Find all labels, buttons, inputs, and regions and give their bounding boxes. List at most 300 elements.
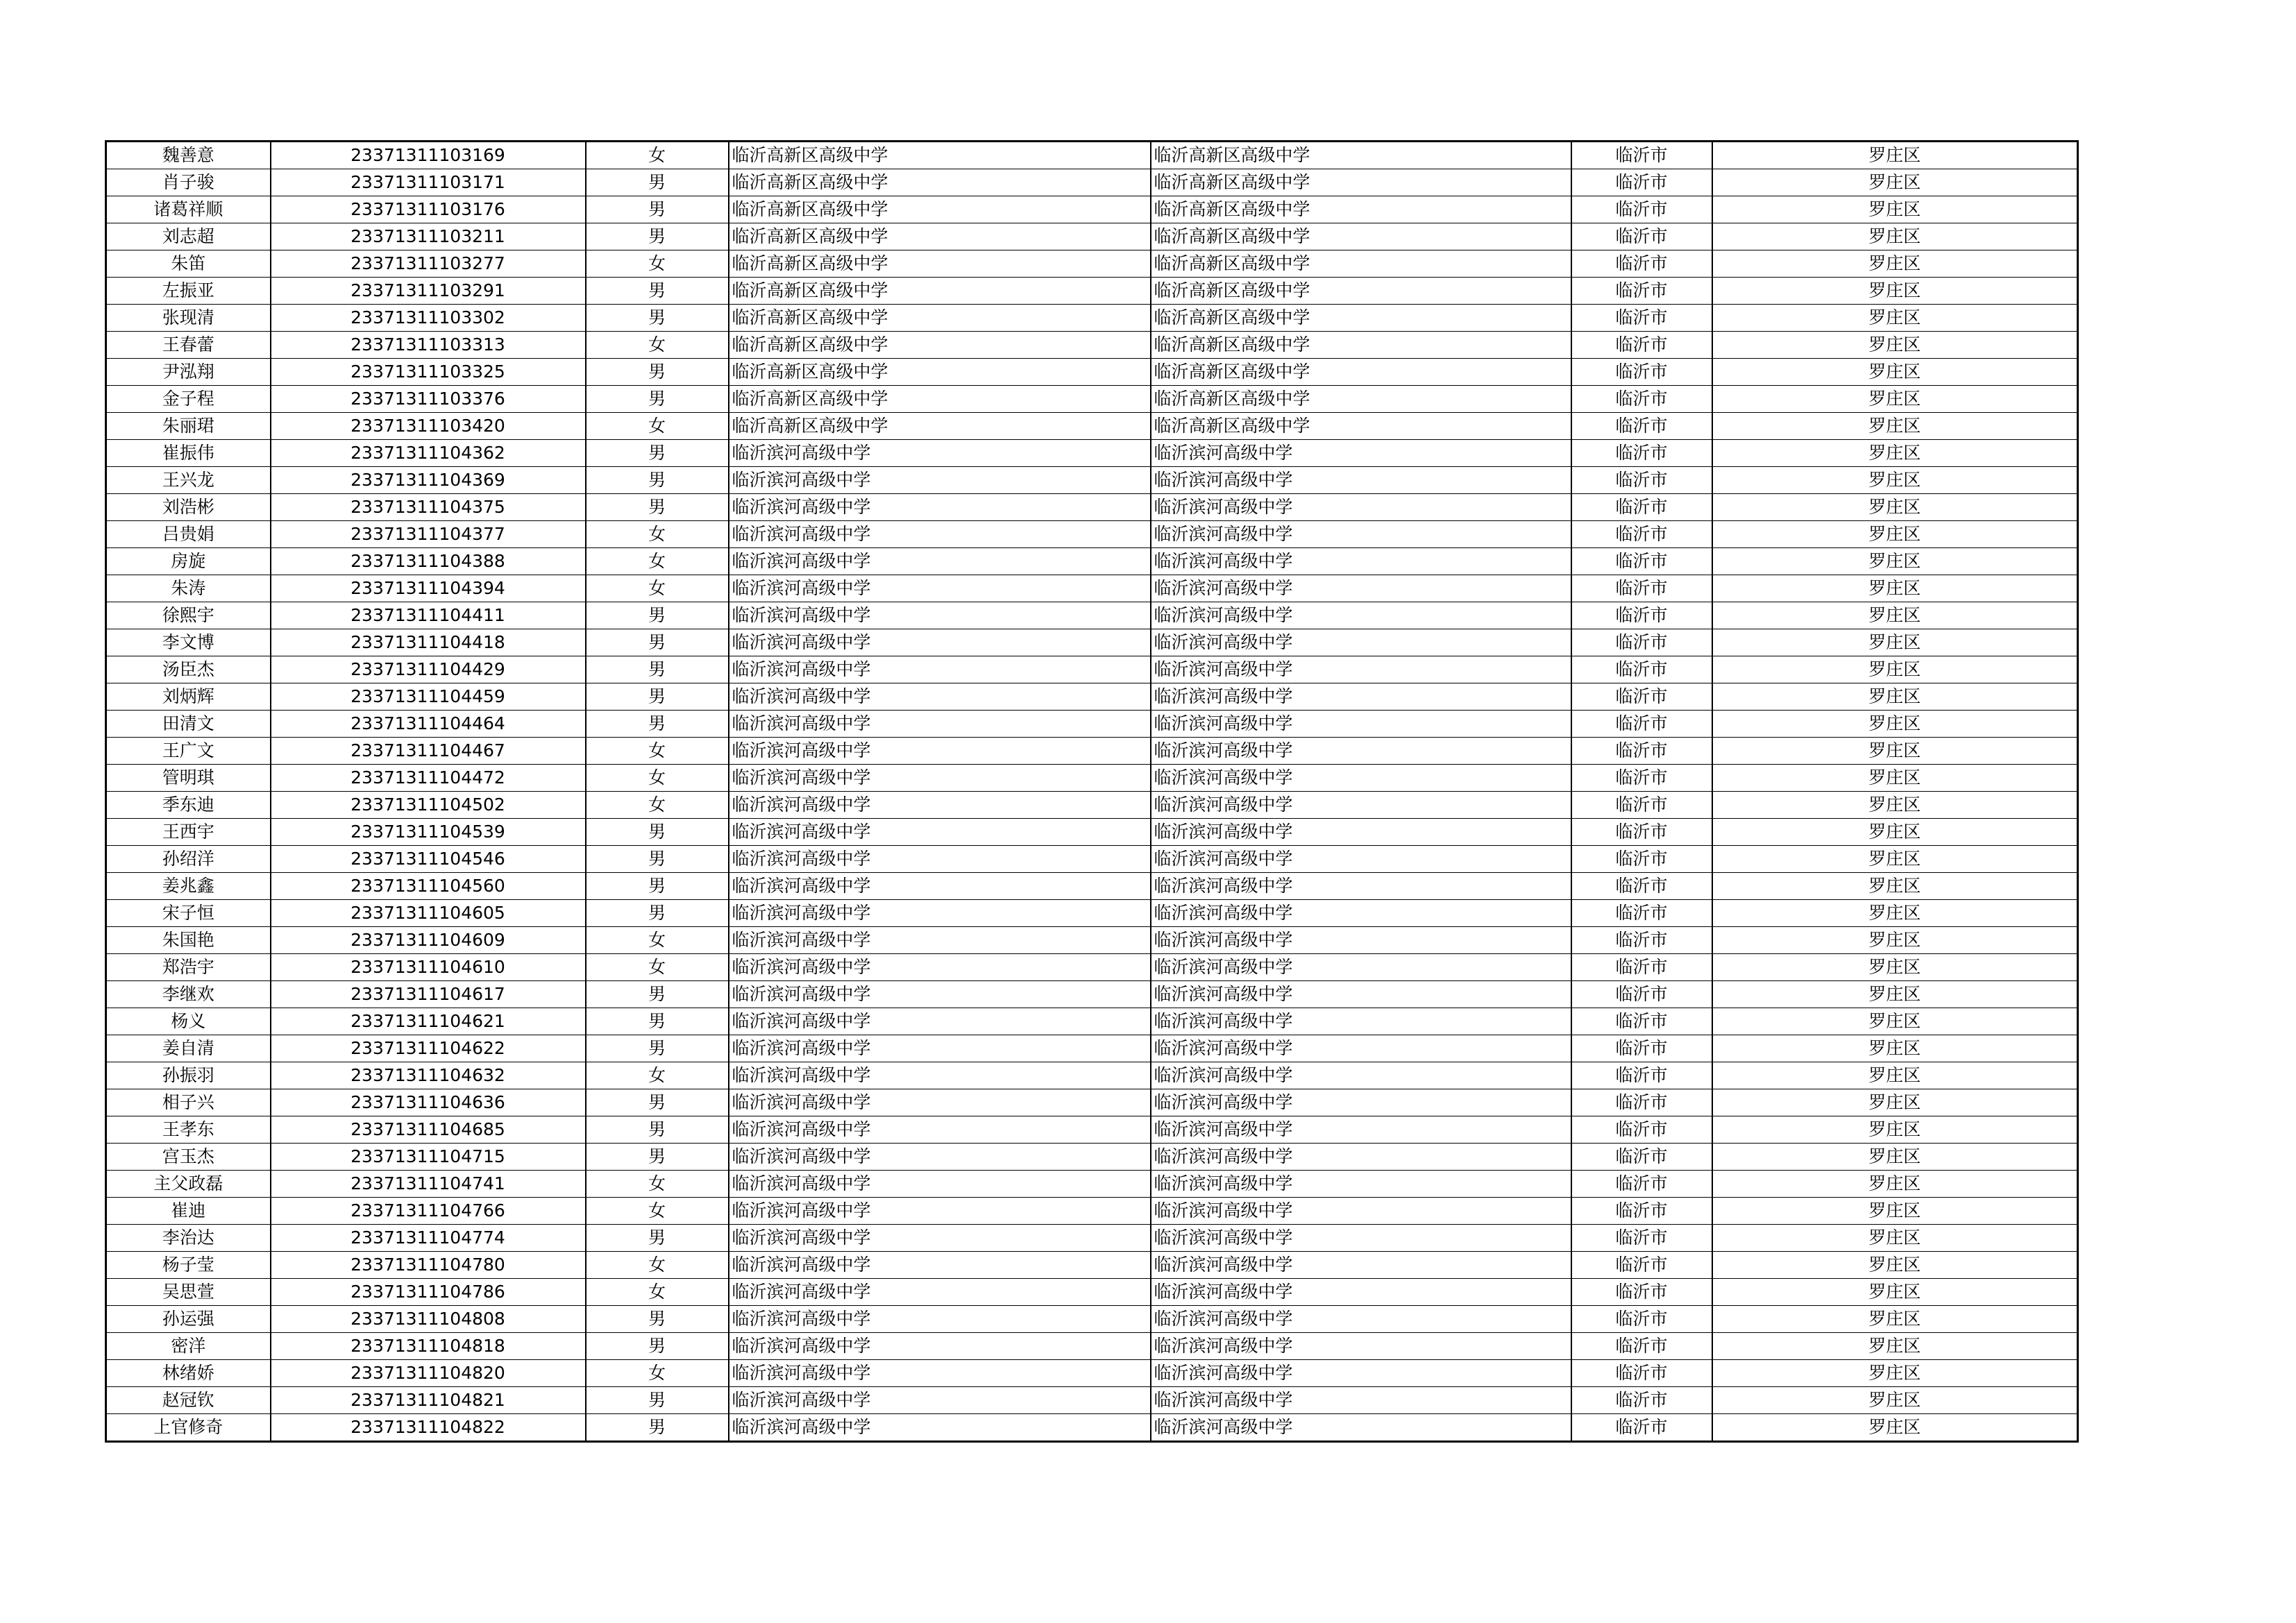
gender-cell: 男 [586,656,729,683]
district-cell: 罗庄区 [1712,1279,2078,1306]
district-cell: 罗庄区 [1712,1035,2078,1062]
table-row [106,142,2078,169]
district-cell: 罗庄区 [1712,1089,2078,1116]
enrolled-school-cell: 临沂高新区高级中学 [1151,278,1571,305]
district-cell: 罗庄区 [1712,413,2078,440]
gender-cell: 女 [586,575,729,602]
city-cell: 临沂市 [1571,1333,1712,1360]
gender-cell: 女 [586,1360,729,1387]
student-name-cell: 孙运强 [106,1306,271,1333]
gender-cell: 女 [586,1252,729,1279]
student-name-cell: 林绪娇 [106,1360,271,1387]
gender-cell: 女 [586,413,729,440]
table-row [106,1333,2078,1360]
student-name-cell: 姜自清 [106,1035,271,1062]
enrolled-school-cell: 临沂滨河高级中学 [1151,900,1571,927]
city-cell: 临沂市 [1571,142,1712,169]
table-row [106,413,2078,440]
student-name-cell: 主父政磊 [106,1171,271,1198]
student-name-cell: 金子程 [106,386,271,413]
table-row [106,548,2078,575]
gender-cell: 男 [586,169,729,196]
district-cell: 罗庄区 [1712,819,2078,846]
school-cell: 临沂滨河高级中学 [729,575,1151,602]
student-name-cell: 杨义 [106,1008,271,1035]
district-cell: 罗庄区 [1712,278,2078,305]
table-row [106,1279,2078,1306]
school-cell: 临沂滨河高级中学 [729,656,1151,683]
exam-id-cell: 23371311103211 [271,223,586,250]
city-cell: 临沂市 [1571,386,1712,413]
exam-id-cell: 23371311103376 [271,386,586,413]
student-name-cell: 徐熙宇 [106,602,271,629]
city-cell: 临沂市 [1571,196,1712,223]
school-cell: 临沂滨河高级中学 [729,1198,1151,1225]
student-name-cell: 孙绍洋 [106,846,271,873]
district-cell: 罗庄区 [1712,1306,2078,1333]
city-cell: 临沂市 [1571,683,1712,711]
city-cell: 临沂市 [1571,332,1712,359]
student-name-cell: 宋子恒 [106,900,271,927]
table-row [106,981,2078,1008]
school-cell: 临沂滨河高级中学 [729,440,1151,467]
gender-cell: 女 [586,332,729,359]
table-row [106,1171,2078,1198]
gender-cell: 男 [586,1414,729,1442]
school-cell: 临沂高新区高级中学 [729,332,1151,359]
school-cell: 临沂滨河高级中学 [729,765,1151,792]
district-cell: 罗庄区 [1712,683,2078,711]
district-cell: 罗庄区 [1712,196,2078,223]
exam-id-cell: 23371311104821 [271,1387,586,1414]
gender-cell: 男 [586,359,729,386]
exam-id-cell: 23371311104808 [271,1306,586,1333]
student-name-cell: 刘浩彬 [106,494,271,521]
school-cell: 临沂滨河高级中学 [729,1035,1151,1062]
enrolled-school-cell: 临沂滨河高级中学 [1151,467,1571,494]
gender-cell: 男 [586,846,729,873]
gender-cell: 男 [586,223,729,250]
student-name-cell: 尹泓翔 [106,359,271,386]
exam-id-cell: 23371311104622 [271,1035,586,1062]
table-row [106,1116,2078,1144]
school-cell: 临沂高新区高级中学 [729,278,1151,305]
enrolled-school-cell: 临沂滨河高级中学 [1151,738,1571,765]
exam-id-cell: 23371311104418 [271,629,586,656]
table-row [106,440,2078,467]
table-row [106,359,2078,386]
table-row [106,792,2078,819]
school-cell: 临沂滨河高级中学 [729,548,1151,575]
city-cell: 临沂市 [1571,656,1712,683]
city-cell: 临沂市 [1571,1252,1712,1279]
student-name-cell: 诸葛祥顺 [106,196,271,223]
school-cell: 临沂滨河高级中学 [729,1089,1151,1116]
exam-id-cell: 23371311104429 [271,656,586,683]
exam-id-cell: 23371311104715 [271,1144,586,1171]
enrolled-school-cell: 临沂滨河高级中学 [1151,1171,1571,1198]
student-name-cell: 李治达 [106,1225,271,1252]
enrolled-school-cell: 临沂滨河高级中学 [1151,1252,1571,1279]
city-cell: 临沂市 [1571,765,1712,792]
exam-id-cell: 23371311104774 [271,1225,586,1252]
exam-id-cell: 23371311104617 [271,981,586,1008]
city-cell: 临沂市 [1571,575,1712,602]
city-cell: 临沂市 [1571,521,1712,548]
exam-id-cell: 23371311103176 [271,196,586,223]
city-cell: 临沂市 [1571,359,1712,386]
exam-id-cell: 23371311104394 [271,575,586,602]
school-cell: 临沂高新区高级中学 [729,250,1151,278]
school-cell: 临沂滨河高级中学 [729,846,1151,873]
table-row [106,169,2078,196]
table-row [106,900,2078,927]
enrolled-school-cell: 临沂高新区高级中学 [1151,196,1571,223]
enrolled-school-cell: 临沂滨河高级中学 [1151,1116,1571,1144]
district-cell: 罗庄区 [1712,711,2078,738]
gender-cell: 男 [586,278,729,305]
student-name-cell: 魏善意 [106,142,271,169]
school-cell: 临沂滨河高级中学 [729,1008,1151,1035]
district-cell: 罗庄区 [1712,1171,2078,1198]
school-cell: 临沂滨河高级中学 [729,1171,1151,1198]
student-name-cell: 赵冠钦 [106,1387,271,1414]
city-cell: 临沂市 [1571,1062,1712,1089]
school-cell: 临沂高新区高级中学 [729,386,1151,413]
student-name-cell: 吴思萱 [106,1279,271,1306]
student-name-cell: 崔迪 [106,1198,271,1225]
district-cell: 罗庄区 [1712,765,2078,792]
school-cell: 临沂滨河高级中学 [729,711,1151,738]
enrolled-school-cell: 临沂滨河高级中学 [1151,1225,1571,1252]
student-name-cell: 崔振伟 [106,440,271,467]
student-name-cell: 刘志超 [106,223,271,250]
city-cell: 临沂市 [1571,1360,1712,1387]
student-name-cell: 杨子莹 [106,1252,271,1279]
exam-id-cell: 23371311104605 [271,900,586,927]
school-cell: 临沂滨河高级中学 [729,629,1151,656]
district-cell: 罗庄区 [1712,981,2078,1008]
table-row [106,196,2078,223]
exam-id-cell: 23371311104780 [271,1252,586,1279]
table-row [106,250,2078,278]
city-cell: 临沂市 [1571,1008,1712,1035]
enrolled-school-cell: 临沂滨河高级中学 [1151,656,1571,683]
gender-cell: 男 [586,981,729,1008]
enrolled-school-cell: 临沂滨河高级中学 [1151,1144,1571,1171]
table-row [106,1360,2078,1387]
table-row [106,1144,2078,1171]
city-cell: 临沂市 [1571,1387,1712,1414]
gender-cell: 男 [586,305,729,332]
student-name-cell: 王广文 [106,738,271,765]
enrolled-school-cell: 临沂滨河高级中学 [1151,954,1571,981]
enrolled-school-cell: 临沂滨河高级中学 [1151,792,1571,819]
table-row [106,602,2078,629]
exam-id-cell: 23371311104464 [271,711,586,738]
exam-id-cell: 23371311103277 [271,250,586,278]
exam-id-cell: 23371311104766 [271,1198,586,1225]
district-cell: 罗庄区 [1712,142,2078,169]
enrolled-school-cell: 临沂滨河高级中学 [1151,1089,1571,1116]
student-name-cell: 汤臣杰 [106,656,271,683]
district-cell: 罗庄区 [1712,223,2078,250]
district-cell: 罗庄区 [1712,900,2078,927]
enrolled-school-cell: 临沂高新区高级中学 [1151,332,1571,359]
school-cell: 临沂滨河高级中学 [729,1144,1151,1171]
student-name-cell: 房旋 [106,548,271,575]
enrolled-school-cell: 临沂滨河高级中学 [1151,1035,1571,1062]
city-cell: 临沂市 [1571,1414,1712,1442]
school-cell: 临沂滨河高级中学 [729,873,1151,900]
table-row [106,954,2078,981]
school-cell: 临沂滨河高级中学 [729,1306,1151,1333]
gender-cell: 男 [586,196,729,223]
district-cell: 罗庄区 [1712,467,2078,494]
school-cell: 临沂滨河高级中学 [729,1225,1151,1252]
student-name-cell: 王西宇 [106,819,271,846]
enrolled-school-cell: 临沂滨河高级中学 [1151,819,1571,846]
city-cell: 临沂市 [1571,548,1712,575]
student-name-cell: 郑浩宇 [106,954,271,981]
city-cell: 临沂市 [1571,1116,1712,1144]
table-row [106,332,2078,359]
enrolled-school-cell: 临沂滨河高级中学 [1151,494,1571,521]
school-cell: 临沂滨河高级中学 [729,1062,1151,1089]
exam-id-cell: 23371311103325 [271,359,586,386]
enrolled-school-cell: 临沂滨河高级中学 [1151,1387,1571,1414]
exam-id-cell: 23371311104472 [271,765,586,792]
table-row [106,846,2078,873]
enrolled-school-cell: 临沂高新区高级中学 [1151,305,1571,332]
city-cell: 临沂市 [1571,873,1712,900]
gender-cell: 男 [586,602,729,629]
gender-cell: 男 [586,1333,729,1360]
gender-cell: 女 [586,927,729,954]
city-cell: 临沂市 [1571,413,1712,440]
school-cell: 临沂滨河高级中学 [729,1414,1151,1442]
gender-cell: 女 [586,1171,729,1198]
school-cell: 临沂滨河高级中学 [729,521,1151,548]
city-cell: 临沂市 [1571,1089,1712,1116]
student-name-cell: 李文博 [106,629,271,656]
exam-id-cell: 23371311104467 [271,738,586,765]
student-name-cell: 朱涛 [106,575,271,602]
enrolled-school-cell: 临沂滨河高级中学 [1151,1279,1571,1306]
city-cell: 临沂市 [1571,1279,1712,1306]
student-name-cell: 宫玉杰 [106,1144,271,1171]
gender-cell: 男 [586,1225,729,1252]
district-cell: 罗庄区 [1712,1414,2078,1442]
city-cell: 临沂市 [1571,1306,1712,1333]
city-cell: 临沂市 [1571,1198,1712,1225]
city-cell: 临沂市 [1571,900,1712,927]
table-row [106,1089,2078,1116]
city-cell: 临沂市 [1571,819,1712,846]
city-cell: 临沂市 [1571,494,1712,521]
district-cell: 罗庄区 [1712,250,2078,278]
student-name-cell: 王兴龙 [106,467,271,494]
enrolled-school-cell: 临沂高新区高级中学 [1151,142,1571,169]
gender-cell: 男 [586,467,729,494]
district-cell: 罗庄区 [1712,494,2078,521]
exam-id-cell: 23371311103171 [271,169,586,196]
student-name-cell: 相子兴 [106,1089,271,1116]
school-cell: 临沂滨河高级中学 [729,1387,1151,1414]
exam-id-cell: 23371311103302 [271,305,586,332]
city-cell: 临沂市 [1571,169,1712,196]
table-row [106,386,2078,413]
exam-id-cell: 23371311104546 [271,846,586,873]
district-cell: 罗庄区 [1712,1333,2078,1360]
school-cell: 临沂高新区高级中学 [729,305,1151,332]
enrolled-school-cell: 临沂滨河高级中学 [1151,548,1571,575]
exam-id-cell: 23371311104539 [271,819,586,846]
district-cell: 罗庄区 [1712,1008,2078,1035]
enrolled-school-cell: 临沂高新区高级中学 [1151,250,1571,278]
enrolled-school-cell: 临沂滨河高级中学 [1151,1062,1571,1089]
gender-cell: 男 [586,494,729,521]
school-cell: 临沂滨河高级中学 [729,1333,1151,1360]
enrolled-school-cell: 临沂高新区高级中学 [1151,359,1571,386]
gender-cell: 女 [586,765,729,792]
gender-cell: 男 [586,1035,729,1062]
enrolled-school-cell: 临沂高新区高级中学 [1151,169,1571,196]
table-row [106,819,2078,846]
exam-id-cell: 23371311104632 [271,1062,586,1089]
student-name-cell: 田清文 [106,711,271,738]
enrolled-school-cell: 临沂滨河高级中学 [1151,602,1571,629]
exam-id-cell: 23371311104741 [271,1171,586,1198]
city-cell: 临沂市 [1571,1225,1712,1252]
city-cell: 临沂市 [1571,629,1712,656]
enrolled-school-cell: 临沂滨河高级中学 [1151,873,1571,900]
exam-id-cell: 23371311104610 [271,954,586,981]
table-row [106,873,2078,900]
school-cell: 临沂滨河高级中学 [729,954,1151,981]
exam-id-cell: 23371311104621 [271,1008,586,1035]
table-row [106,1306,2078,1333]
table-row [106,467,2078,494]
district-cell: 罗庄区 [1712,548,2078,575]
city-cell: 临沂市 [1571,440,1712,467]
gender-cell: 男 [586,683,729,711]
school-cell: 临沂滨河高级中学 [729,1116,1151,1144]
gender-cell: 女 [586,142,729,169]
student-name-cell: 王孝东 [106,1116,271,1144]
student-name-cell: 孙振羽 [106,1062,271,1089]
student-name-cell: 肖子骏 [106,169,271,196]
district-cell: 罗庄区 [1712,169,2078,196]
enrolled-school-cell: 临沂滨河高级中学 [1151,927,1571,954]
table-row [106,1008,2078,1035]
exam-id-cell: 23371311104362 [271,440,586,467]
district-cell: 罗庄区 [1712,440,2078,467]
student-name-cell: 朱国艳 [106,927,271,954]
table-body [106,142,2078,1442]
gender-cell: 男 [586,629,729,656]
school-cell: 临沂滨河高级中学 [729,792,1151,819]
district-cell: 罗庄区 [1712,738,2078,765]
enrolled-school-cell: 临沂高新区高级中学 [1151,413,1571,440]
student-name-cell: 朱笛 [106,250,271,278]
city-cell: 临沂市 [1571,954,1712,981]
enrolled-school-cell: 临沂滨河高级中学 [1151,1414,1571,1442]
enrolled-school-cell: 临沂滨河高级中学 [1151,1333,1571,1360]
gender-cell: 女 [586,954,729,981]
table-row [106,575,2078,602]
city-cell: 临沂市 [1571,602,1712,629]
exam-id-cell: 23371311104818 [271,1333,586,1360]
exam-id-cell: 23371311104609 [271,927,586,954]
exam-id-cell: 23371311103420 [271,413,586,440]
enrolled-school-cell: 临沂滨河高级中学 [1151,575,1571,602]
district-cell: 罗庄区 [1712,792,2078,819]
exam-id-cell: 23371311104820 [271,1360,586,1387]
school-cell: 临沂高新区高级中学 [729,169,1151,196]
table-row [106,629,2078,656]
exam-id-cell: 23371311103313 [271,332,586,359]
school-cell: 临沂滨河高级中学 [729,683,1151,711]
enrolled-school-cell: 临沂滨河高级中学 [1151,846,1571,873]
exam-id-cell: 23371311104822 [271,1414,586,1442]
gender-cell: 男 [586,819,729,846]
exam-id-cell: 23371311104502 [271,792,586,819]
enrolled-school-cell: 临沂滨河高级中学 [1151,683,1571,711]
table-row [106,927,2078,954]
table-row [106,1414,2078,1442]
district-cell: 罗庄区 [1712,927,2078,954]
city-cell: 临沂市 [1571,738,1712,765]
gender-cell: 女 [586,1062,729,1089]
gender-cell: 男 [586,1306,729,1333]
student-name-cell: 密洋 [106,1333,271,1360]
exam-id-cell: 23371311104636 [271,1089,586,1116]
student-name-cell: 姜兆鑫 [106,873,271,900]
city-cell: 临沂市 [1571,305,1712,332]
district-cell: 罗庄区 [1712,521,2078,548]
school-cell: 临沂高新区高级中学 [729,142,1151,169]
gender-cell: 男 [586,1008,729,1035]
enrolled-school-cell: 临沂滨河高级中学 [1151,981,1571,1008]
gender-cell: 女 [586,548,729,575]
gender-cell: 男 [586,1116,729,1144]
school-cell: 临沂滨河高级中学 [729,819,1151,846]
table-row [106,683,2078,711]
gender-cell: 女 [586,1279,729,1306]
district-cell: 罗庄区 [1712,873,2078,900]
city-cell: 临沂市 [1571,223,1712,250]
gender-cell: 男 [586,1387,729,1414]
student-name-cell: 吕贵娟 [106,521,271,548]
district-cell: 罗庄区 [1712,359,2078,386]
table-row [106,305,2078,332]
enrolled-school-cell: 临沂滨河高级中学 [1151,1360,1571,1387]
table-row [106,656,2078,683]
table-row [106,494,2078,521]
enrolled-school-cell: 临沂滨河高级中学 [1151,711,1571,738]
exam-id-cell: 23371311103169 [271,142,586,169]
table-row [106,223,2078,250]
gender-cell: 女 [586,521,729,548]
exam-id-cell: 23371311103291 [271,278,586,305]
gender-cell: 女 [586,792,729,819]
student-name-cell: 朱丽珺 [106,413,271,440]
city-cell: 临沂市 [1571,981,1712,1008]
school-cell: 临沂滨河高级中学 [729,1252,1151,1279]
school-cell: 临沂滨河高级中学 [729,738,1151,765]
student-name-cell: 李继欢 [106,981,271,1008]
